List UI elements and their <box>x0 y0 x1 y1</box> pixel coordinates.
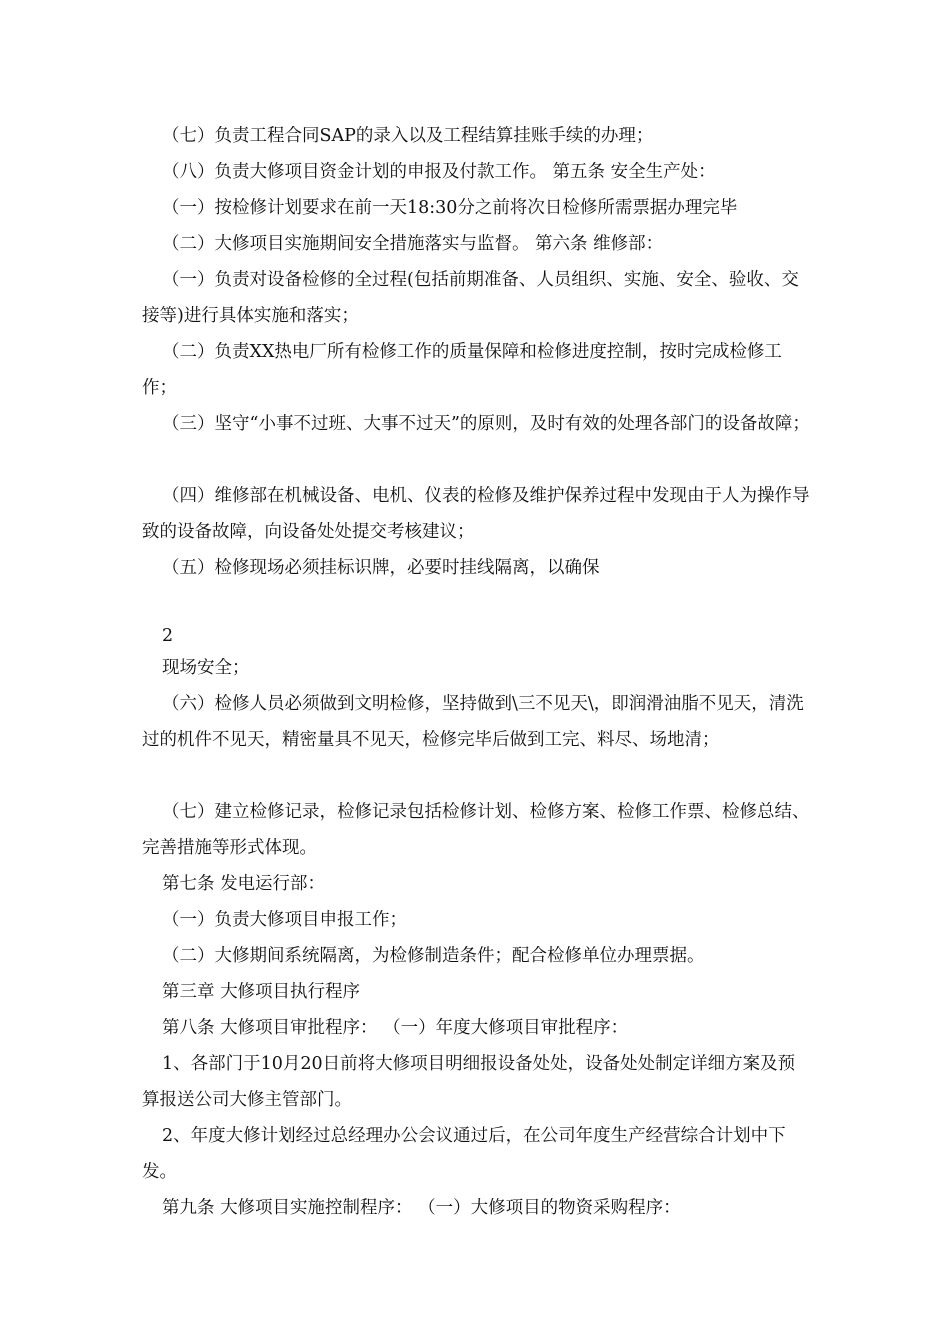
paragraph-a9: （五）检修现场必须挂标识牌，必要时挂线隔离，以确保 <box>162 558 600 578</box>
paragraph-b5: （一）负责大修项目申报工作； <box>162 910 407 930</box>
chapter-heading: 第三章 大修项目执行程序 <box>162 982 361 1002</box>
paragraph-b10: 2、年度大修计划经过总经理办公会议通过后，在公司年度生产经营综合计划中下发。 <box>142 1126 786 1182</box>
paragraph-b6: （二）大修期间系统隔离，为检修制造条件；配合检修单位办理票据。 <box>162 946 705 966</box>
paragraph-b4: 第七条 发电运行部： <box>162 874 326 894</box>
paragraph-a7: （三）坚守“小事不过班、大事不过天”的原则，及时有效的处理各部门的设备故障； <box>162 414 810 434</box>
paragraph-a2: （八）负责大修项目资金计划的申报及付款工作。 第五条 安全生产处： <box>162 162 716 182</box>
paragraph-a3: （一）按检修计划要求在前一天18:30分之前将次日检修所需票据办理完毕 <box>162 198 738 218</box>
paragraph-b2: （六）检修人员必须做到文明检修，坚持做到\三不见天\，即润滑油脂不见天，清洗过的机件不见天，精密量具不见天，检修完毕后做到工完、料尽、场地清； <box>142 694 804 750</box>
paragraph-b8: 第八条 大修项目审批程序： （一）年度大修项目审批程序： <box>162 1018 629 1038</box>
paragraph-a4: （二）大修项目实施期间安全措施落实与监督。 第六条 维修部： <box>162 234 664 254</box>
paragraph-a1: （七）负责工程合同SAP的录入以及工程结算挂账手续的办理； <box>162 126 654 146</box>
paragraph-b9: 1、各部门于10月20日前将大修项目明细报设备处处，设备处处制定详细方案及预算报送公司大修主管部门。 <box>142 1054 796 1110</box>
paragraph-b3: （七）建立检修记录，检修记录包括检修计划、检修方案、检修工作票、检修总结、完善措施等形式体现。 <box>142 802 810 858</box>
paragraph-b1: 现场安全； <box>162 658 250 678</box>
paragraph-a8: （四）维修部在机械设备、电机、仪表的检修及维护保养过程中发现由于人为操作导致的设备故障，向设备处处提交考核建议； <box>142 486 810 542</box>
page-number: 2 <box>162 626 174 646</box>
paragraph-b11: 第九条 大修项目实施控制程序： （一）大修项目的物资采购程序： <box>162 1198 681 1218</box>
paragraph-a5: （一）负责对设备检修的全过程(包括前期准备、人员组织、实施、安全、验收、交接等)进行具体实施和落实； <box>142 270 799 326</box>
paragraph-a6: （二）负责XX热电厂所有检修工作的质量保障和检修进度控制，按时完成检修工作； <box>142 342 782 398</box>
